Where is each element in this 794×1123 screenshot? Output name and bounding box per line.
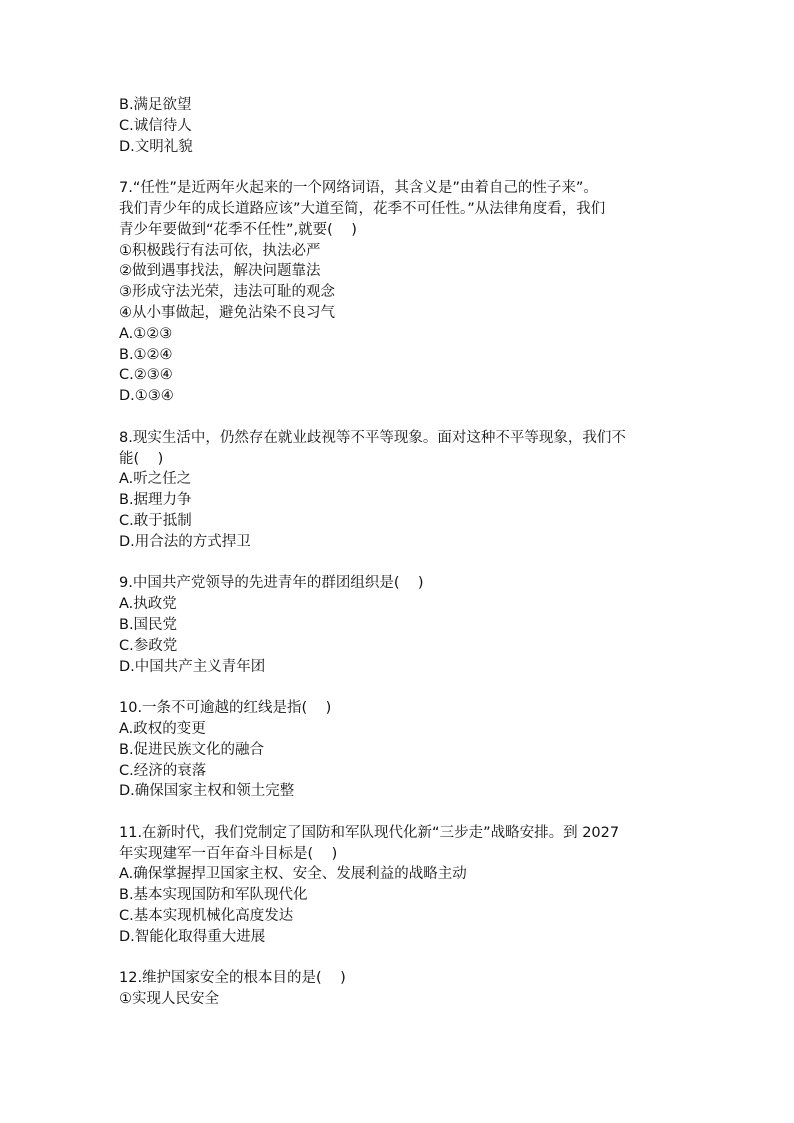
option-b: B.据理力争	[119, 492, 192, 509]
statement-1: ①实现人民安全	[119, 991, 219, 1008]
question-11	[119, 823, 684, 948]
option-b: B.满足欲望	[119, 97, 192, 113]
option-a: A.听之任之	[119, 471, 192, 488]
question-text: 12.维护国家安全的根本目的是( )	[119, 970, 346, 987]
option-a: A.政权的变更	[119, 720, 206, 737]
option-d: D.智能化取得重大进展	[119, 928, 266, 945]
option-c: C.基本实现机械化高度发达	[119, 908, 294, 925]
question-text: 9.中国共产党领导的先进青年的群团组织是( )	[119, 575, 424, 592]
statement-3: ③形成守法光荣，违法可耻的观念	[119, 284, 335, 301]
question-text: 青少年要做到“花季不任性”,就要( )	[119, 221, 357, 238]
question-7	[119, 178, 684, 407]
option-c: C.参政党	[119, 637, 178, 654]
option-c: C.诚信待人	[119, 117, 192, 134]
option-a: A.确保掌握捍卫国家主权、安全、发展利益的战略主动	[119, 866, 467, 883]
question-text: 年实现建军一百年奋斗目标是( )	[119, 845, 338, 862]
question-text: 我们青少年的成长道路应该”大道至简，花季不可任性。”从法律角度看，我们	[119, 200, 606, 217]
option-d: D.①③④	[119, 388, 174, 405]
question-12	[119, 968, 684, 1010]
question-6-options	[119, 95, 684, 157]
question-text: 7.“任性”是近两年火起来的一个网络词语，其含义是”由着自己的性子来”。	[119, 180, 598, 197]
option-d: D.用合法的方式捍卫	[119, 533, 251, 550]
option-c: C.经济的衰落	[119, 762, 207, 779]
option-b: B.促进民族文化的融合	[119, 741, 265, 758]
option-b: B.国民党	[119, 616, 178, 633]
question-text: 11.在新时代，我们党制定了国防和军队现代化新“三步走”战略安排。到 2027	[119, 824, 620, 841]
option-c: C.敢于抵制	[119, 512, 192, 529]
option-b: B.①②④	[119, 346, 173, 363]
question-10	[119, 698, 684, 802]
question-9	[119, 573, 684, 677]
question-text: 能( )	[119, 450, 164, 467]
statement-4: ④从小事做起，避免沾染不良习气	[119, 304, 335, 321]
statement-1: ①积极践行有法可依，执法必严	[119, 242, 321, 259]
option-a: A.执政党	[119, 596, 177, 613]
option-a: A.①②③	[119, 325, 173, 342]
statement-2: ②做到遇事找法，解决问题靠法	[119, 263, 321, 280]
question-text: 10.一条不可逾越的红线是指( )	[119, 700, 332, 717]
document-page	[119, 95, 684, 1010]
question-8	[119, 428, 684, 553]
option-d: D.文明礼貌	[119, 138, 193, 155]
option-d: D.中国共产主义青年团	[119, 658, 266, 675]
option-b: B.基本实现国防和军队现代化	[119, 887, 308, 904]
question-text: 8.现实生活中，仍然存在就业歧视等不平等现象。面对这种不平等现象，我们不	[119, 429, 626, 446]
option-d: D.确保国家主权和领土完整	[119, 783, 295, 800]
option-c: C.②③④	[119, 367, 173, 384]
